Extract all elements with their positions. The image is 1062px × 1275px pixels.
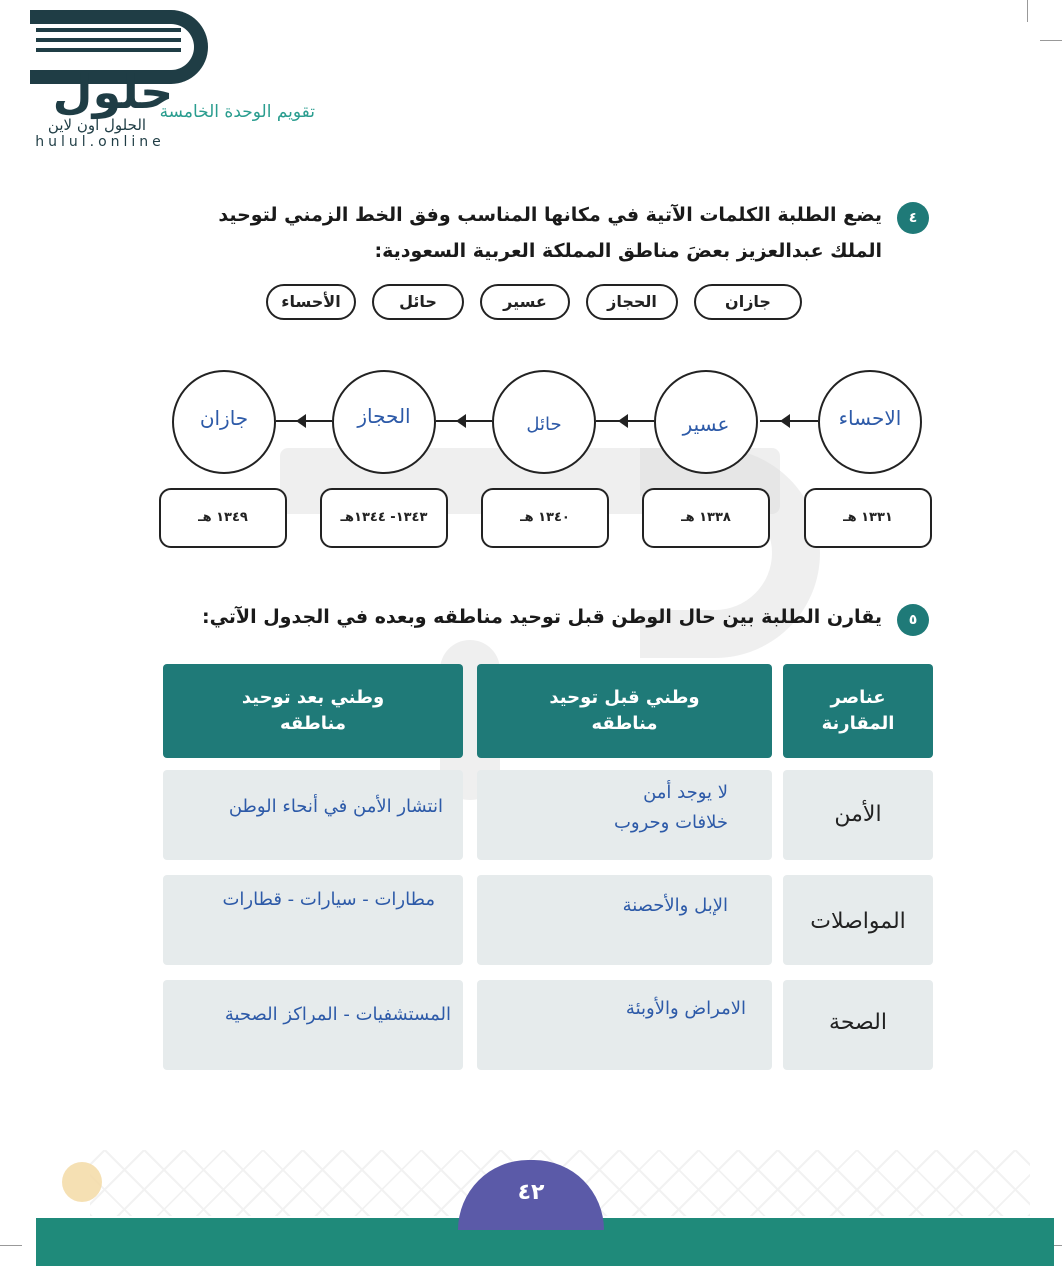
question-5-text: يقارن الطلبة بين حال الوطن قبل توحيد مناطقه وبعده في الجدول الآتي: <box>201 606 882 628</box>
page-number: ٤٢ <box>517 1180 545 1205</box>
timeline-circle-2 <box>654 370 758 474</box>
question-4-line2: الملك عبدالعزيز بعضَ مناطق المملكة العربية السعودية: <box>374 240 882 262</box>
timeline-arrowhead <box>456 414 466 428</box>
timeline-arrowhead <box>296 414 306 428</box>
header-after-text: وطني بعد توحيد مناطقه <box>241 687 385 734</box>
timeline-date-1: ١٣٣١ هـ <box>804 488 932 548</box>
table-row-2-before <box>477 875 772 965</box>
crop-mark <box>0 1245 22 1246</box>
timeline-answer-4: الحجاز <box>357 404 411 428</box>
logo-line <box>36 48 181 52</box>
table-row-3-after <box>163 980 463 1070</box>
table-header-criteria <box>783 664 933 758</box>
word-bank-ahsa: الأحساء <box>266 284 356 320</box>
row-3-criteria-label: الصحة <box>829 1010 887 1035</box>
table-row-3-criteria <box>783 980 933 1070</box>
word-bank-hijaz: الحجاز <box>586 284 678 320</box>
timeline-date-3: ١٣٤٠ هـ <box>481 488 609 548</box>
table-header-after <box>163 664 463 758</box>
row-2-before-line1: الإبل والأحصنة <box>622 895 728 916</box>
footer-emblem-icon <box>62 1162 102 1202</box>
row-2-criteria-label: المواصلات <box>810 909 906 934</box>
word-bank-hail: حائل <box>372 284 464 320</box>
row-1-before-line1: لا يوجد أمن <box>643 782 728 803</box>
header-criteria-text: عناصر المقارنة <box>821 687 895 734</box>
table-row-1-before <box>477 770 772 860</box>
logo-arabic: حلول <box>52 65 174 119</box>
timeline-arrowhead <box>618 414 628 428</box>
header-before-text: وطني قبل توحيد مناطقه <box>549 687 700 734</box>
timeline-circle-5 <box>172 370 276 474</box>
table-header-before <box>477 664 772 758</box>
logo-latin: hulul.online <box>35 134 165 150</box>
brand-logo <box>18 6 208 152</box>
logo-sub-arabic: الحلول اون لاين <box>47 116 147 134</box>
table-row-2-criteria <box>783 875 933 965</box>
logo-line <box>36 28 181 32</box>
timeline-circle-1 <box>818 370 922 474</box>
timeline-answer-5: جازان <box>199 406 249 430</box>
timeline-date-5: ١٣٤٩ هـ <box>159 488 287 548</box>
word-bank-asir: عسير <box>480 284 570 320</box>
unit-title: تقويم الوحدة الخامسة <box>159 102 315 122</box>
timeline-arrowhead <box>780 414 790 428</box>
row-3-before-line1: الامراض والأوبئة <box>625 998 746 1019</box>
word-bank-jazan: جازان <box>694 284 802 320</box>
timeline-answer-1: الاحساء <box>838 406 902 430</box>
row-3-after-text: المستشفيات - المراكز الصحية <box>224 1004 451 1025</box>
timeline-date-4: ١٣٤٣- ١٣٤٤هـ <box>320 488 448 548</box>
timeline-answer-2: عسير <box>682 412 730 436</box>
question-4-line1: يضع الطلبة الكلمات الآتية في مكانها المناسب وفق الخط الزمني لتوحيد <box>218 204 882 226</box>
crop-mark <box>1027 0 1028 22</box>
row-1-after-text: انتشار الأمن في أنحاء الوطن <box>228 796 443 817</box>
timeline-answer-3: حائل <box>526 414 562 435</box>
timeline-date-2: ١٣٣٨ هـ <box>642 488 770 548</box>
crop-mark <box>1040 40 1062 41</box>
row-2-after-text: مطارات - سيارات - قطارات <box>222 889 435 910</box>
timeline-circle-4 <box>332 370 436 474</box>
table-row-1-after <box>163 770 463 860</box>
row-1-before-line2: خلافات وحروب <box>613 812 728 833</box>
logo-line <box>36 38 181 42</box>
timeline-circle-3 <box>492 370 596 474</box>
table-row-1-criteria <box>783 770 933 860</box>
row-1-criteria-label: الأمن <box>834 802 882 827</box>
question-5-badge: ٥ <box>897 604 929 636</box>
question-4-badge: ٤ <box>897 202 929 234</box>
table-row-2-after <box>163 875 463 965</box>
table-row-3-before <box>477 980 772 1070</box>
